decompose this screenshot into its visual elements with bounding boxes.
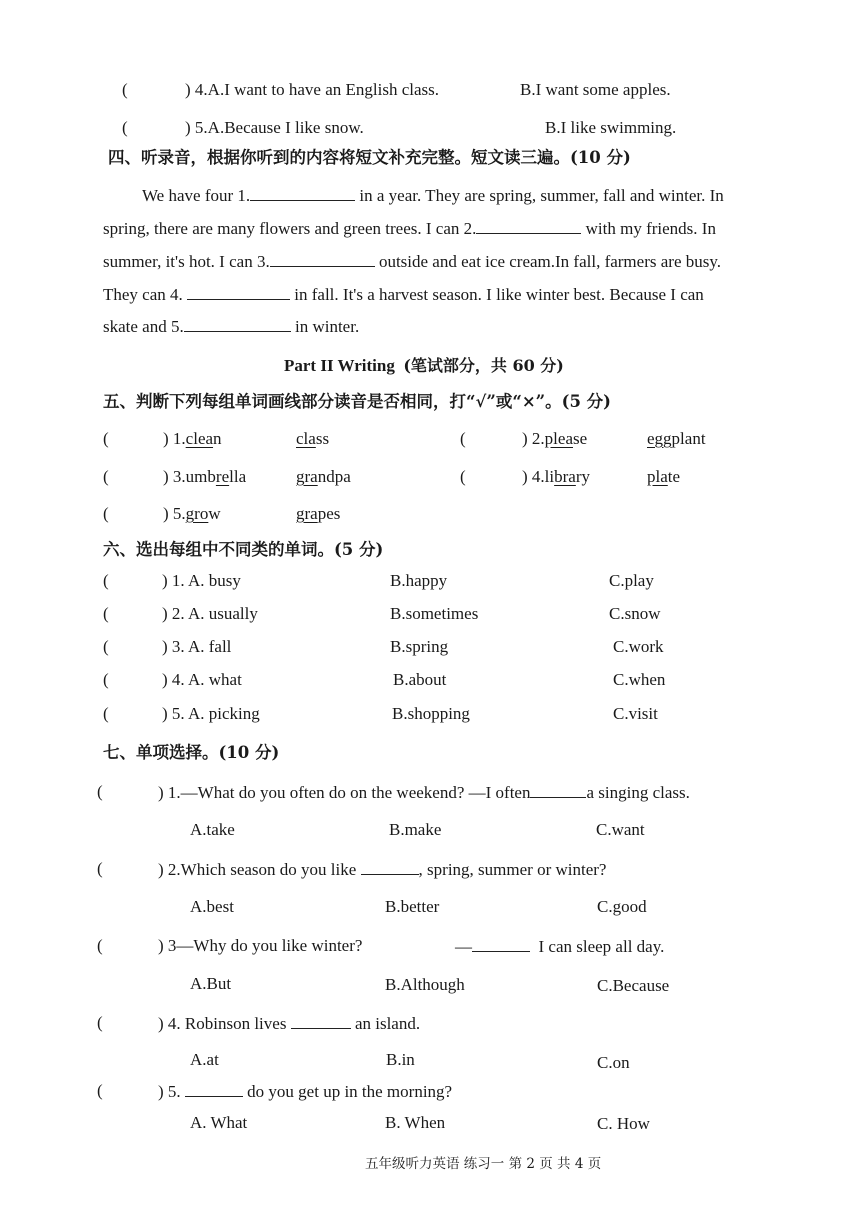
mc-1-option-b: B.make — [389, 820, 442, 839]
odd-one-out-4-a: ) 4. A. what — [162, 670, 242, 689]
paren: ( — [103, 467, 109, 486]
paren: ( — [103, 429, 109, 448]
odd-one-out-3-a: ) 3. A. fall — [162, 637, 232, 656]
mc-3-option-a: A.But — [190, 974, 232, 993]
paren: ( — [97, 1081, 103, 1100]
mc-question-5: ) 5. do you get up in the morning? — [158, 1082, 453, 1101]
odd-one-out-3-b: B.spring — [390, 637, 449, 656]
phonics-word-2: eggplant — [647, 429, 706, 448]
paren: ( — [460, 429, 466, 448]
mc-question-1: ) 1.—What do you often do on the weekend? —I often a singing class. — [158, 783, 690, 802]
paren: ( — [460, 467, 466, 486]
paren: ( — [122, 118, 128, 137]
listening-item-4-b: B.I want some apples. — [520, 80, 671, 99]
passage-line-1: We have four 1. in a year. They are spring, summer, fall and winter. In — [142, 186, 724, 205]
paren: ( — [103, 637, 109, 656]
phonics-item-3: ) 3.umbrella — [163, 467, 247, 486]
phonics-word-3: grandpa — [296, 467, 351, 486]
mc-1-option-c: C.want — [596, 820, 645, 839]
phonics-word-1: class — [296, 429, 330, 448]
odd-one-out-2-b: B.sometimes — [390, 604, 479, 623]
paren: ( — [97, 1013, 103, 1032]
odd-one-out-5-b: B.shopping — [392, 704, 470, 723]
mc-4-option-a: A.at — [190, 1050, 219, 1069]
mc-question-3: ) 3—Why do you like winter? — [158, 936, 363, 955]
odd-one-out-4-c: C.when — [613, 670, 666, 689]
listening-item-5-b: B.I like swimming. — [545, 118, 677, 137]
page-footer: 五年级听力英语 练习一 第 2 页 共 4 页 — [365, 1156, 602, 1172]
paren: ( — [122, 80, 128, 99]
passage-line-2: spring, there are many flowers and green trees. I can 2. with my friends. In — [103, 219, 716, 238]
paren: ( — [103, 704, 109, 723]
section7-heading: 七、单项选择。(10 分) — [103, 743, 280, 762]
paren: ( — [97, 859, 103, 878]
mc-2-option-b: B.better — [385, 897, 440, 916]
mc-4-option-b: B.in — [386, 1050, 415, 1069]
phonics-word-4: plate — [647, 467, 681, 486]
odd-one-out-5-a: ) 5. A. picking — [162, 704, 260, 723]
mc-5-option-a: A. What — [190, 1113, 248, 1132]
mc-question-3-answer: — I can sleep all day. — [455, 937, 665, 956]
phonics-word-5: grapes — [296, 504, 341, 523]
odd-one-out-1-b: B.happy — [390, 571, 448, 590]
mc-question-2: ) 2.Which season do you like , spring, summer or winter? — [158, 860, 607, 879]
paren: ( — [103, 604, 109, 623]
mc-3-option-b: B.Although — [385, 975, 465, 994]
mc-5-option-b: B. When — [385, 1113, 446, 1132]
odd-one-out-1-c: C.play — [609, 571, 654, 590]
listening-item-4: ) 4.A.I want to have an English class. — [185, 80, 439, 99]
mc-3-option-c: C.Because — [597, 976, 670, 995]
odd-one-out-3-c: C.work — [613, 637, 664, 656]
part2-title: Part II Writing (笔试部分，共 60 分) — [284, 356, 564, 375]
paren: ( — [103, 670, 109, 689]
paren: ( — [97, 936, 103, 955]
odd-one-out-4-b: B.about — [393, 670, 447, 689]
section6-heading: 六、选出每组中不同类的单词。(5 分) — [103, 540, 384, 559]
section5-heading: 五、判断下列每组单词画线部分读音是否相同，打“√”或“×”。(5 分) — [103, 392, 611, 411]
odd-one-out-5-c: C.visit — [613, 704, 658, 723]
odd-one-out-2-a: ) 2. A. usually — [162, 604, 258, 623]
listening-item-5: ) 5.A.Because I like snow. — [185, 118, 364, 137]
mc-4-option-c: C.on — [597, 1053, 630, 1072]
passage-line-4: They can 4. in fall. It's a harvest season. I like winter best. Because I can — [103, 285, 704, 304]
mc-5-option-c: C. How — [597, 1114, 650, 1133]
odd-one-out-2-c: C.snow — [609, 604, 661, 623]
mc-2-option-a: A.best — [190, 897, 234, 916]
phonics-item-2: ) 2.please — [522, 429, 588, 448]
phonics-item-5: ) 5.grow — [163, 504, 221, 523]
passage-line-3: summer, it's hot. I can 3. outside and eat ice cream.In fall, farmers are busy. — [103, 252, 721, 271]
paren: ( — [103, 504, 109, 523]
odd-one-out-1-a: ) 1. A. busy — [162, 571, 241, 590]
paren: ( — [97, 782, 103, 801]
mc-2-option-c: C.good — [597, 897, 647, 916]
phonics-item-4: ) 4.library — [522, 467, 591, 486]
passage-line-5: skate and 5. in winter. — [103, 317, 360, 336]
section4-heading: 四、听录音，根据你听到的内容将短文补充完整。短文读三遍。(10 分) — [108, 148, 631, 167]
paren: ( — [103, 571, 109, 590]
mc-1-option-a: A.take — [190, 820, 235, 839]
mc-question-4: ) 4. Robinson lives an island. — [158, 1014, 421, 1033]
phonics-item-1: ) 1.clean — [163, 429, 222, 448]
